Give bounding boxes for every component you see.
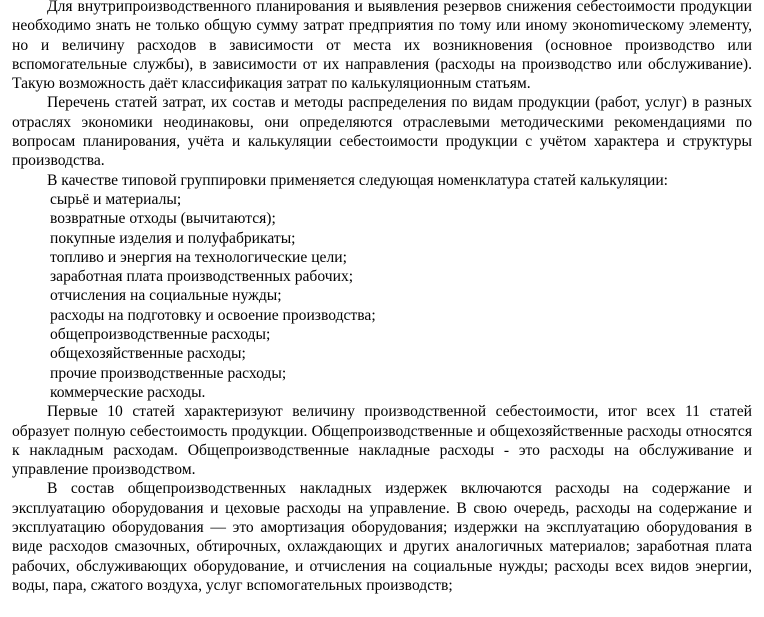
list-item: покупные изделия и полуфабрикаты;	[50, 229, 296, 247]
paragraph-nomenclature: В качестве типовой группировки применяется следующая номенклатура статей калькуляции:	[47, 171, 669, 189]
paragraph-cost-items: Перечень статей затрат, их состав и методы распределения по видам продукции (работ, услуг) в разных отраслях экономики неодинаковы, они определяются отраслевыми методическими рекомендациями по вопросам планирования, учёта и калькуляции себестоимости продукции с учётом характера и структуры производства.	[12, 94, 752, 170]
document-page	[12, 0, 752, 595]
list-item: прочие производственные расходы;	[50, 364, 287, 382]
list-item: общепроизводственные расходы;	[50, 326, 271, 344]
list-item: топливо и энергия на технологические цели;	[50, 248, 347, 266]
list-item: возвратные отходы (вычитаются);	[50, 210, 276, 228]
list-item: коммерческие расходы.	[50, 383, 206, 401]
paragraph-intro: Для внутрипроизводственного планирования и выявления резервов снижения себестоимости продукции необходимо знать не только общую сумму затрат предприятия по тому или иному эконоmическому элементу, но и величину расходов в зависимости от места их возникновения (основное производство или вспомогательные службы), в зависимости от их направления (расходы на производство или обслуживание). Такую возможность даёт классификация затрат по калькуляционным статьям.	[12, 0, 752, 93]
list-item: заработная плата производственных рабочих;	[50, 268, 354, 286]
list-item: расходы на подготовку и освоение производства;	[50, 306, 376, 324]
paragraph-production-cost: Первые 10 статей характеризуют величину производственной себестоимости, итог всех 11 статей образует полную себестоимость продукции. Общепроизводственные и общехозяйственные расходы относятся к накладным расходам. Общепроизводственные накладные расходы - это расходы на обслуживание и управление производством.	[12, 403, 752, 479]
list-item: общехозяйственные расходы;	[50, 345, 246, 363]
list-item: сырьё и материалы;	[50, 190, 182, 208]
cost-items-list	[12, 190, 752, 402]
paragraph-overhead: В состав общепроизводственных накладных издержек включаются расходы на содержание и эксплуатацию оборудования и цеховые расходы на управление. В свою очередь, расходы на содержание и эксплуатацию оборудования — это амортизация оборудования; издержки на эксплуатацию оборудования в виде расходов смазочных, обтирочных, охлаждающих и других аналогичных материалов; заработная плата рабочих, обслуживающих оборудование, и отчисления на социальные нужды; расходы всех видов энергии, воды, пара, сжатого воздуха, услуг вспомогательных производств;	[12, 480, 752, 594]
list-item: отчисления на социальные нужды;	[50, 287, 282, 305]
